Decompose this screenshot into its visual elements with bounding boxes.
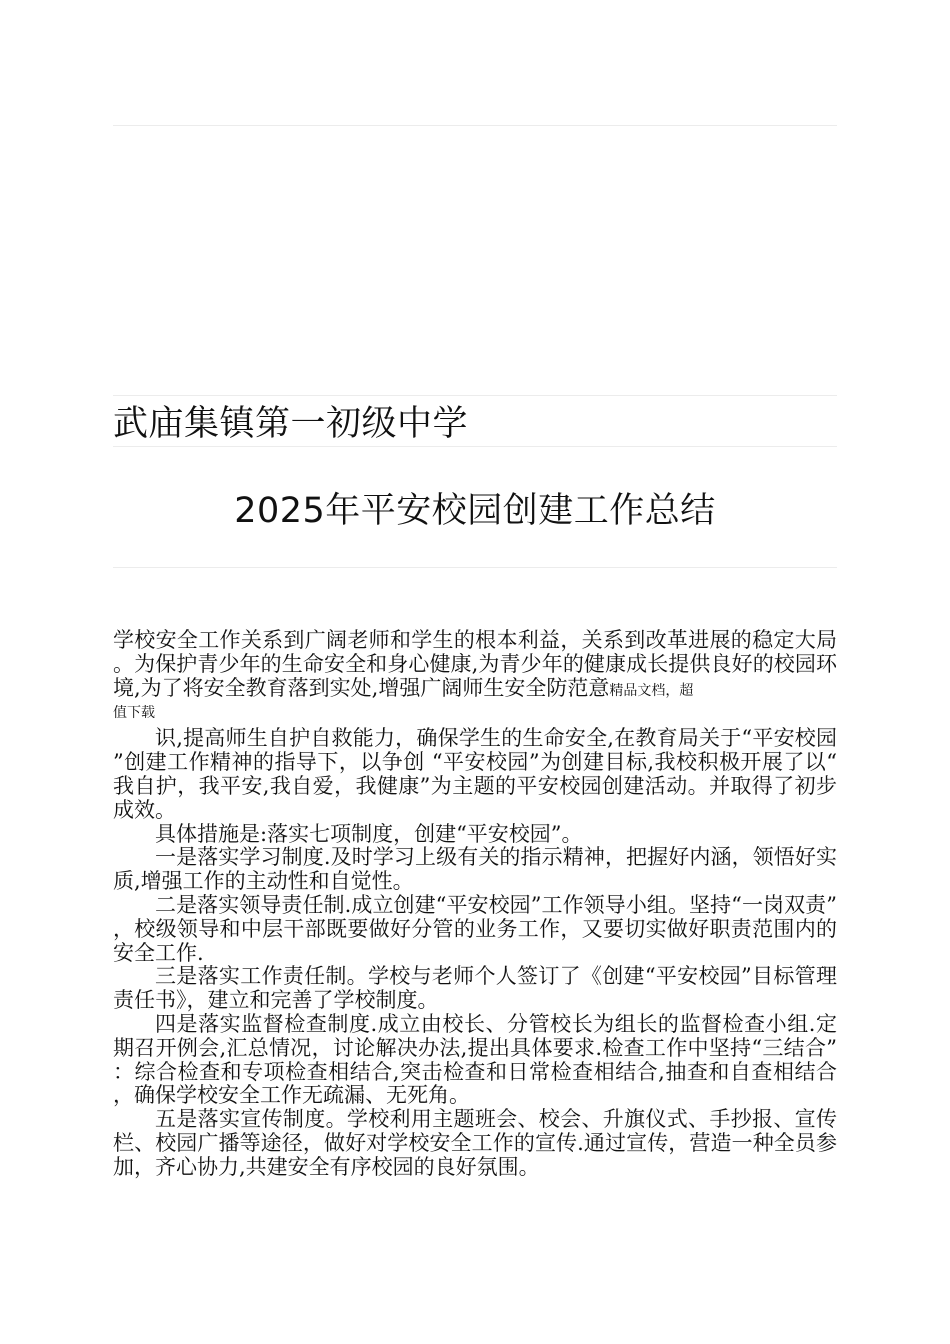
document-note: 精品文档，超 <box>609 682 694 699</box>
school-name-heading: 武庙集镇第一初级中学 <box>113 404 469 444</box>
body-paragraph: 五是落实宣传制度。学校利用主题班会、校会、升旗仪式、手抄报、宣传栏、校园广播等途径，做好对学校安全工作的宣传.通过宣传，营造一种全员参加，齐心协力,共建安全有序校园的良好氛围。 <box>113 1107 837 1179</box>
body-paragraph: 识,提高师生自护自救能力，确保学生的生命安全,在教育局关于“平安校园”创建工作精神的指导下，以争创 “平安校园”为创建目标,我校积极开展了以“我自护，我平安,我自爱，我健康”为主题的平安校园创建活动。并取得了初步成效。 <box>113 726 837 822</box>
body-paragraph: 二是落实领导责任制.成立创建“平安校园”工作领导小组。坚持“一岗双责”，校级领导和中层干部既要做好分管的业务工作，又要切实做好职责范围内的安全工作. <box>113 892 837 965</box>
document-body <box>113 629 837 1180</box>
top-divider <box>113 125 837 126</box>
body-paragraph: 四是落实监督检查制度.成立由校长、分管校长为组长的监督检查小组.定期召开例会,汇总情况，讨论解决办法,提出具体要求.检查工作中坚持“三结合”：综合检查和专项检查相结合,突击检查和日常检查相结合,抽查和自查相结合，确保学校安全工作无疏漏、无死角。 <box>113 1011 837 1108</box>
title-top-divider <box>113 395 837 396</box>
title-middle-divider <box>113 446 837 447</box>
report-title-heading: 2025年平安校园创建工作总结 <box>234 491 716 531</box>
intro-paragraph <box>113 629 837 703</box>
body-paragraph: 具体措施是:落实七项制度，创建“平安校园”。 <box>155 821 583 846</box>
document-note-continued: 值下载 <box>113 705 155 722</box>
body-paragraph: 一是落实学习制度.及时学习上级有关的指示精神，把握好内涵，领悟好实质,增强工作的主动性和自觉性。 <box>113 845 837 894</box>
title-bottom-divider <box>113 567 837 568</box>
body-paragraph: 三是落实工作责任制。学校与老师个人签订了《创建“平安校园”目标管理责任书》，建立和完善了学校制度。 <box>113 964 837 1013</box>
intro-text: 学校安全工作关系到广阔老师和学生的根本利益，关系到改革进展的稳定大局。为保护青少年的生命安全和身心健康,为青少年的健康成长提供良好的校园环境,为了将安全教育落到实处,增强广阔师生安全防范意 <box>113 628 837 700</box>
